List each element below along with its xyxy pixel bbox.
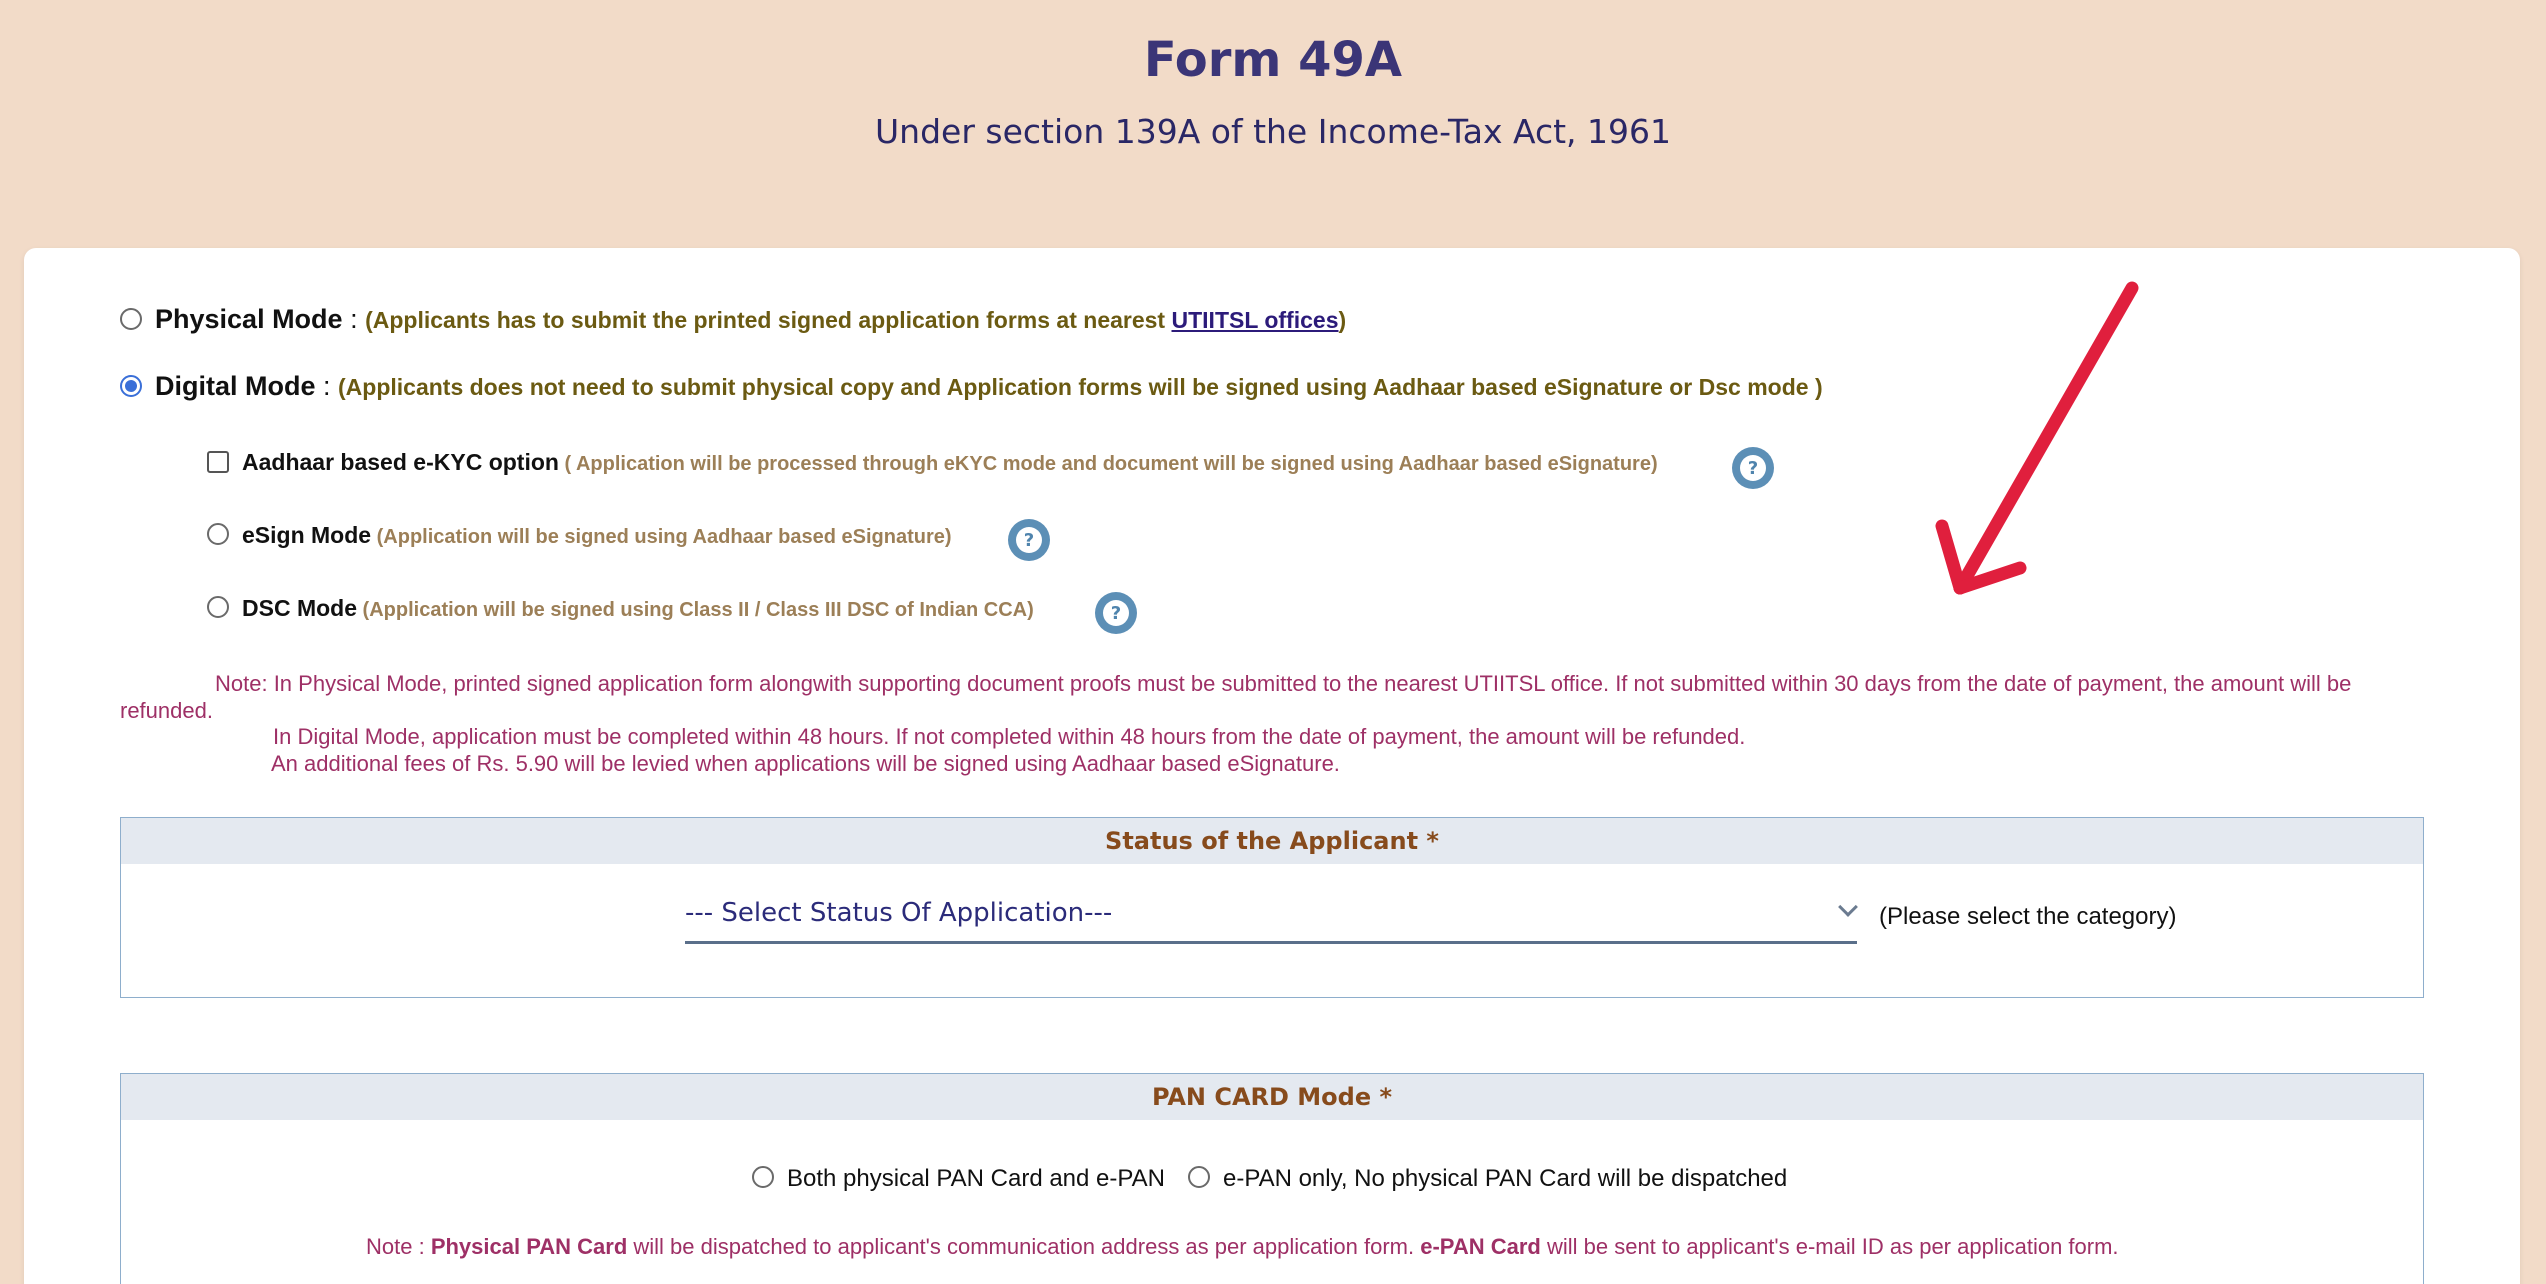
pan-note-epan: e-PAN Card: [1420, 1234, 1541, 1259]
dsc-desc: (Application will be signed using Class II / Class III DSC of Indian CCA): [357, 599, 1034, 621]
help-glyph: ?: [1740, 455, 1766, 481]
digital-mode-row: [155, 371, 1823, 402]
note-physical: Note: In Physical Mode, printed signed application form alongwith supporting document proofs must be submitted to the nearest UTIITSL office. If not submitted within 30 days from the date of payment, the amount will be: [215, 671, 2352, 696]
note-fees: An additional fees of Rs. 5.90 will be levied when applications will be signed using Aadhaar based eSignature.: [271, 751, 1340, 776]
dsc-mode-radio[interactable]: [207, 596, 229, 618]
pan-both-radio[interactable]: [752, 1166, 774, 1188]
status-heading: Status of the Applicant *: [121, 818, 2423, 864]
pan-note: [366, 1234, 2119, 1260]
pan-mode-section: [120, 1073, 2424, 1284]
ekyc-label: Aadhaar based e-KYC option: [242, 449, 559, 475]
esign-row: [242, 522, 952, 549]
ekyc-desc: ( Application will be processed through eKYC mode and document will be signed using Aadhaar based eSignature): [558, 453, 1658, 475]
pan-both-label: Both physical PAN Card and e-PAN: [787, 1165, 1165, 1192]
physical-mode-desc: (Applicants has to submit the printed signed application forms at nearest: [365, 307, 1172, 333]
page-subtitle: Under section 139A of the Income-Tax Act, 1961: [875, 112, 1671, 151]
pan-epan-only-label: e-PAN only, No physical PAN Card will be dispatched: [1223, 1165, 1788, 1192]
status-hint: (Please select the category): [1879, 903, 2177, 930]
status-select-value: --- Select Status Of Application---: [685, 898, 1113, 928]
pan-note-mid: will be dispatched to applicant's communication address as per application form.: [627, 1234, 1421, 1259]
pan-note-physical: Physical PAN Card: [430, 1234, 628, 1259]
ekyc-row: [242, 449, 1658, 476]
dsc-help-icon[interactable]: [1095, 592, 1137, 634]
red-arrow-icon: [1920, 270, 2160, 610]
physical-mode-separator: :: [342, 304, 366, 334]
pan-note-end: will be sent to applicant's e-mail ID as per application form.: [1540, 1234, 2119, 1259]
esign-help-icon[interactable]: [1008, 519, 1050, 561]
esign-desc: (Application will be signed using Aadhaar based eSignature): [371, 526, 952, 548]
help-glyph: ?: [1103, 600, 1129, 626]
pan-epan-only-radio[interactable]: [1188, 1166, 1210, 1188]
physical-mode-row: [155, 304, 1346, 335]
utiitsl-offices-link[interactable]: UTIITSL offices: [1171, 307, 1339, 333]
physical-mode-radio[interactable]: [120, 308, 142, 330]
note-physical-wrap: refunded.: [120, 698, 213, 723]
digital-mode-separator: :: [315, 371, 339, 401]
ekyc-checkbox[interactable]: [207, 451, 229, 473]
note-digital: In Digital Mode, application must be completed within 48 hours. If not completed within 48 hours from the date of payment, the amount will be refunded.: [273, 724, 1746, 749]
help-glyph: ?: [1016, 527, 1042, 553]
pan-mode-heading: PAN CARD Mode *: [121, 1074, 2423, 1120]
physical-mode-desc-end: ): [1338, 307, 1347, 333]
esign-mode-radio[interactable]: [207, 523, 229, 545]
page-title: Form 49A: [1143, 32, 1403, 88]
dsc-row: [242, 595, 1034, 622]
dsc-label: DSC Mode: [242, 595, 357, 621]
status-select[interactable]: [685, 886, 1857, 944]
digital-mode-label: Digital Mode: [155, 371, 316, 401]
chevron-down-icon: [1838, 897, 1858, 917]
esign-label: eSign Mode: [242, 522, 372, 548]
digital-mode-radio[interactable]: [120, 375, 142, 397]
physical-mode-label: Physical Mode: [155, 304, 343, 334]
pan-note-prefix: Note :: [366, 1234, 431, 1259]
digital-mode-desc: (Applicants does not need to submit physical copy and Application forms will be signed using Aadhaar based eSignature or Dsc mode ): [338, 374, 1823, 400]
status-section: [120, 817, 2424, 998]
ekyc-help-icon[interactable]: [1732, 447, 1774, 489]
